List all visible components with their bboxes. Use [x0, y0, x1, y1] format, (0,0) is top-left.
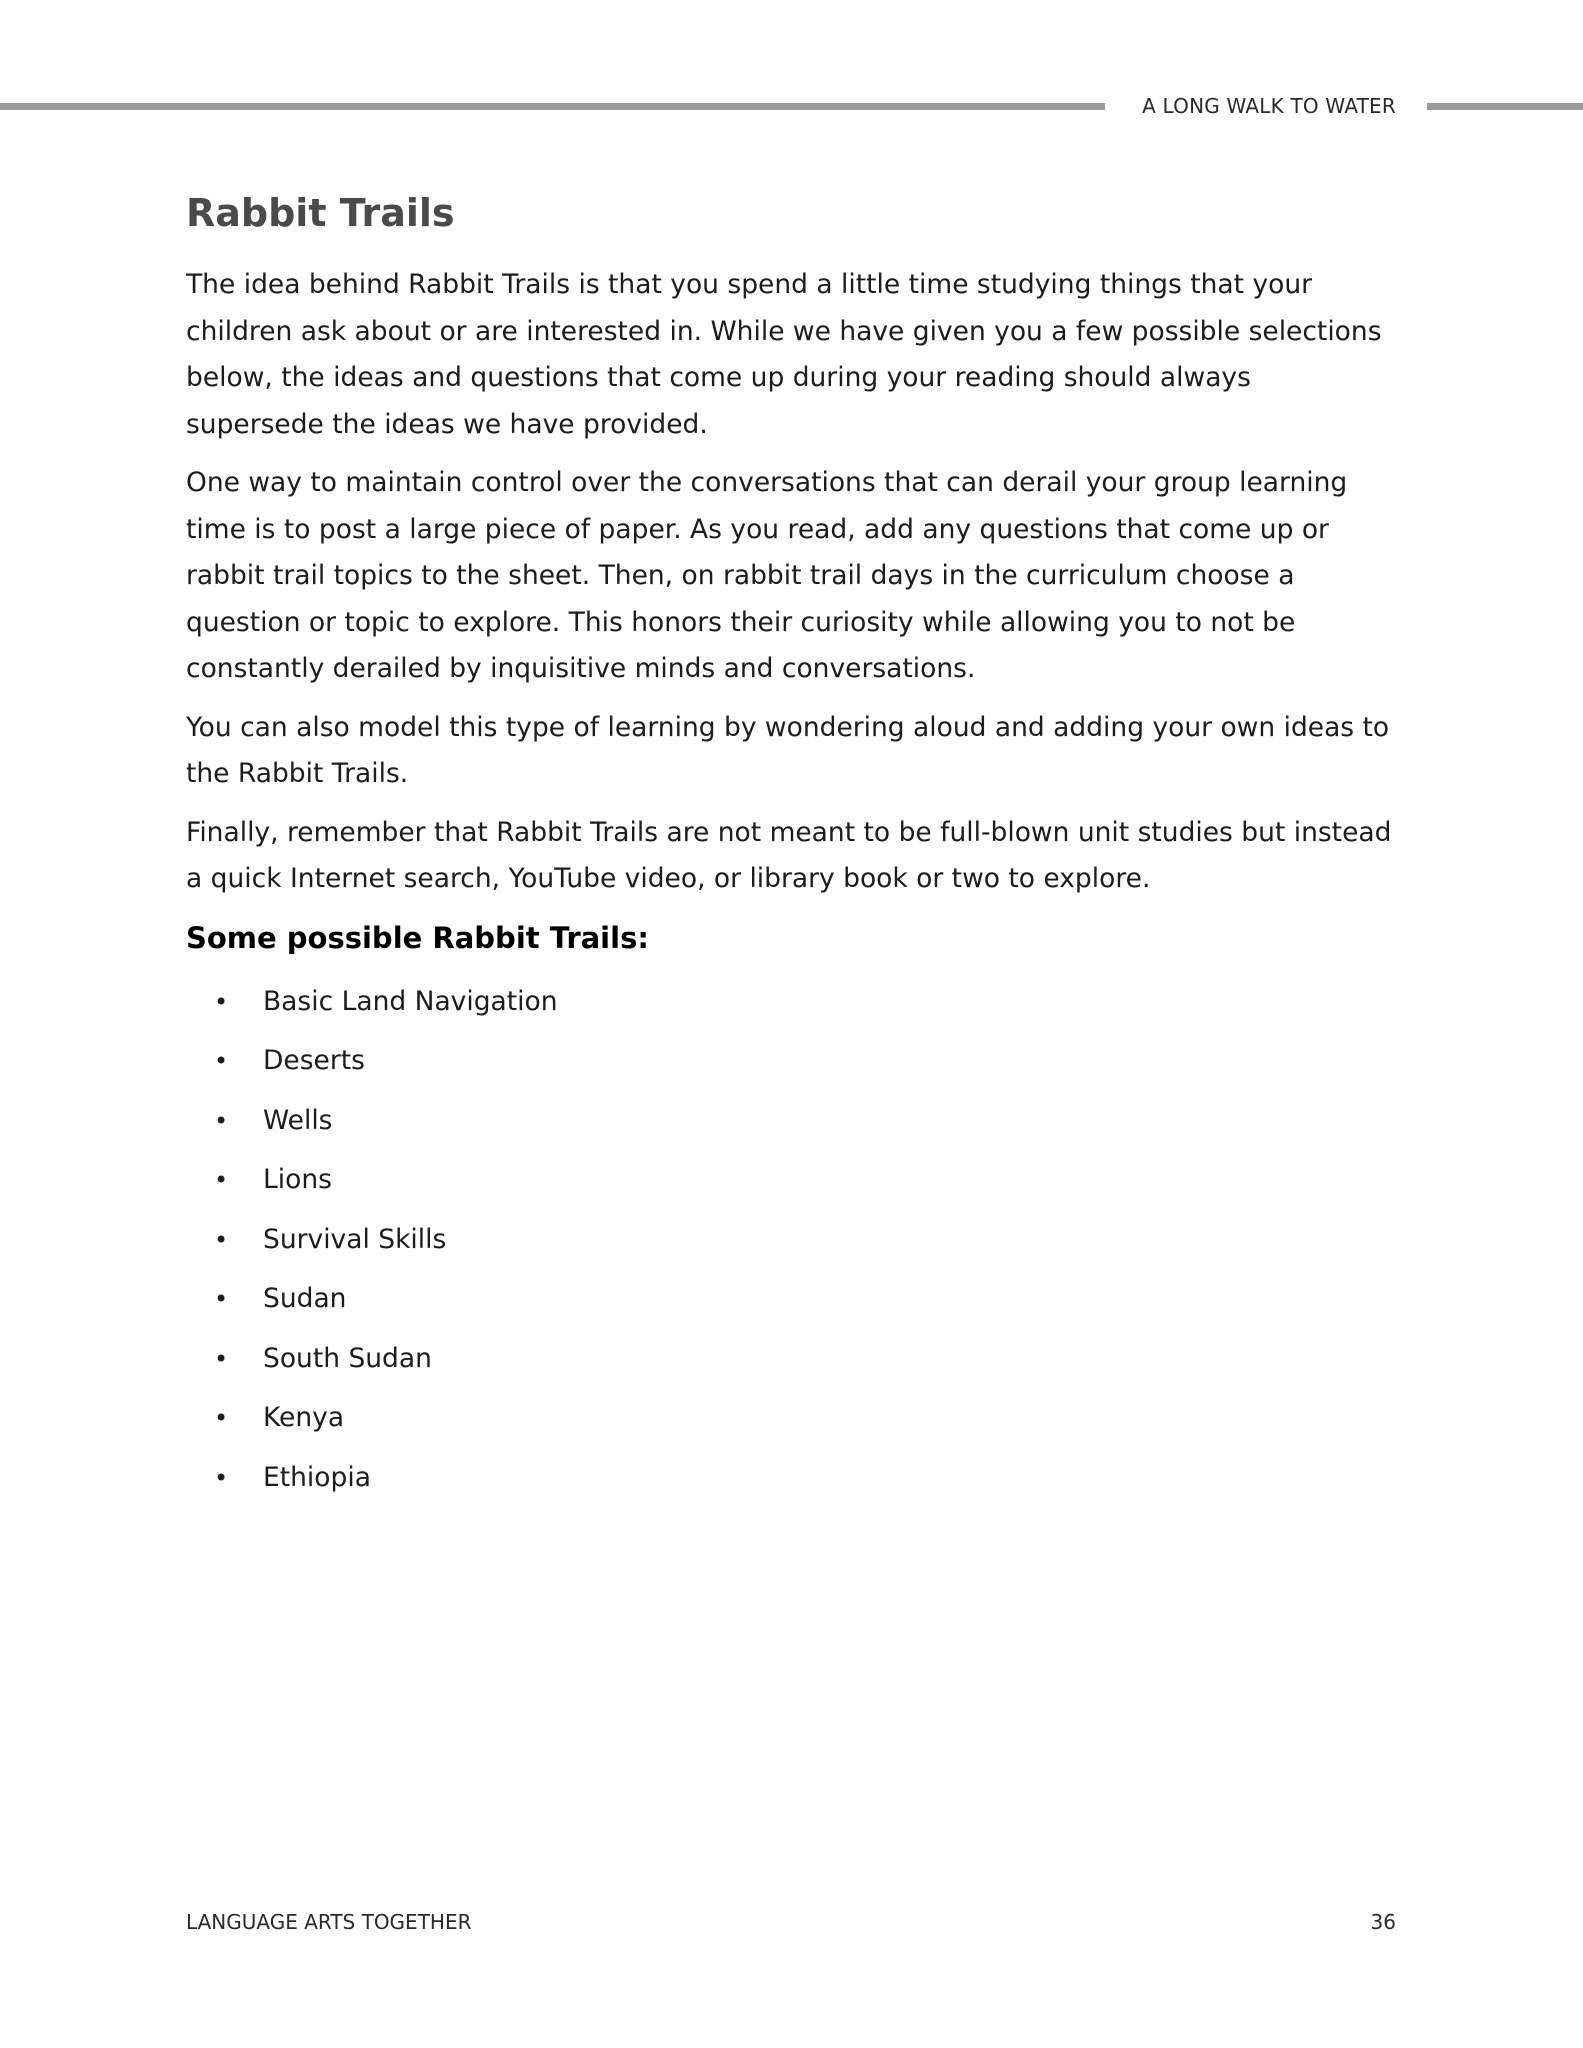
list-item-label: Basic Land Navigation — [263, 985, 558, 1017]
bullet-icon: • — [214, 1166, 229, 1194]
paragraph-model: You can also model this type of learning by wondering aloud and adding your own ideas to the Rabbit Trails. — [186, 711, 1390, 789]
list-item — [186, 1098, 1396, 1158]
list-item-label: Kenya — [263, 1402, 345, 1433]
list-item — [186, 1217, 1396, 1277]
paragraph-control: One way to maintain control over the conversations that can derail your group learning time is to post a large piece of paper. As you read, add any questions that come up or rabbit trail topics to the sheet. Then, on rabbit trail days in the curriculum choose a question or topic to explore. This honors their curiosity while allowing you to not be constantly derailed by inquisitive minds and conversations. — [186, 467, 1348, 684]
list-item — [186, 1038, 1396, 1098]
trails-list — [186, 979, 1396, 1515]
footer-book-title: LANGUAGE ARTS TOGETHER — [186, 1910, 472, 1934]
bullet-icon: • — [214, 1404, 229, 1432]
bullet-icon: • — [214, 1344, 229, 1373]
list-item-label: Sudan — [263, 1283, 347, 1314]
bullet-icon: • — [214, 1225, 229, 1254]
trails-subheading: Some possible Rabbit Trails: — [186, 920, 649, 955]
header-rule-left — [0, 103, 1105, 110]
bullet-icon: • — [214, 1047, 229, 1075]
list-item — [186, 1336, 1396, 1396]
list-item-label: Deserts — [263, 1045, 365, 1076]
page-content — [186, 180, 1396, 1514]
bullet-icon: • — [214, 1106, 229, 1135]
paragraph-intro: The idea behind Rabbit Trails is that you spend a little time studying things that your children ask about or are interested in. While we have given you a few possible selections below, the ideas and questions that come up during your reading should always supersede the ideas we have provided. — [186, 269, 1382, 440]
paragraph-finally: Finally, remember that Rabbit Trails are not meant to be full-blown unit studies but instead a quick Internet search, YouTube video, or library book or two to explore. — [186, 816, 1392, 894]
list-item-label: Ethiopia — [263, 1461, 371, 1493]
list-item-label: South Sudan — [263, 1342, 432, 1374]
list-item — [186, 1276, 1396, 1336]
page-number: 36 — [1370, 1910, 1396, 1934]
running-header: A LONG WALK TO WATER — [1142, 94, 1396, 118]
list-item — [186, 979, 1396, 1039]
list-item — [186, 1455, 1396, 1515]
list-item-label: Lions — [263, 1164, 332, 1195]
bullet-icon: • — [214, 1285, 229, 1313]
list-item-label: Wells — [263, 1104, 333, 1136]
list-item-label: Survival Skills — [263, 1223, 447, 1255]
list-item — [186, 1157, 1396, 1217]
header-rule-right — [1427, 103, 1583, 110]
page-title: Rabbit Trails — [186, 191, 455, 235]
bullet-icon: • — [214, 1463, 229, 1492]
list-item — [186, 1395, 1396, 1455]
bullet-icon: • — [214, 987, 229, 1016]
